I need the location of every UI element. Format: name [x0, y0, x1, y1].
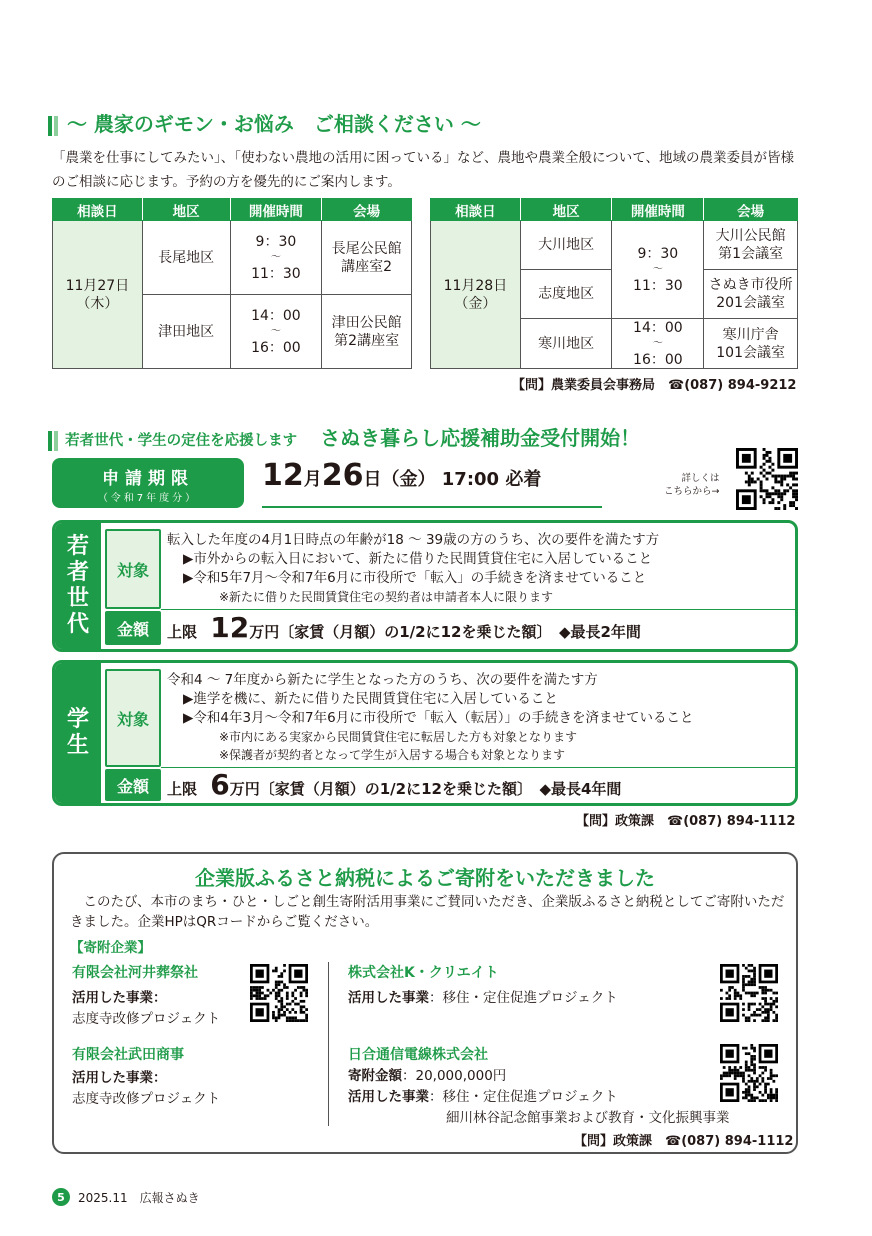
amount-label: 寄附金額: [348, 1068, 402, 1084]
deadline-day-unit: 日: [363, 469, 382, 490]
student-line: ※市内にある実家から民間賃貸住宅に転居した方も対象となります: [219, 730, 578, 744]
time-end: 16：00: [251, 339, 301, 356]
section1-intro: 「農業を仕事にしてみたい」、「使わない農地の活用に困っている」など、農地や農業全般について、地域の農業委員が皆様のご相談に応じます。予約の方を優先的にご案内します。: [52, 150, 794, 190]
qr-code-icon[interactable]: [250, 964, 308, 1022]
company-name: 株式会社K・クリエイト: [348, 965, 499, 981]
youth-subsidy-box: [52, 520, 798, 652]
area-cell: 大川地区: [520, 221, 612, 270]
donor-label: 【寄附企業】: [70, 940, 151, 956]
time-start: 9：30: [255, 233, 297, 250]
company-name: 日合通信電線株式会社: [348, 1047, 488, 1063]
qr-code-icon[interactable]: [736, 448, 798, 510]
biz-label: 活用した事業: [348, 1089, 429, 1105]
header-venue: 会場: [322, 199, 412, 221]
time-cell: [230, 295, 322, 369]
section1-contact: 【問】農業委員会事務局 ☎(087) 894-9212: [512, 378, 797, 393]
student-line: ▶進学を機に、新たに借りた民間賃貸住宅に入居していること: [183, 691, 558, 707]
venue-line: 201会議室: [716, 295, 785, 311]
deadline-label-box: [52, 458, 244, 508]
section2-title: [48, 422, 640, 451]
youth-line: 転入した年度の4月1日時点の年齢が18 〜 39歳の方のうち、次の要件を満たす方: [167, 532, 660, 548]
youth-target-label: 対象: [105, 529, 161, 609]
time-cell: [612, 319, 704, 369]
section1-title: [48, 108, 481, 137]
student-line: 令和4 〜 7年度から新たに学生となった方のうち、次の要件を満たす方: [167, 672, 598, 688]
date-line: 11月27日: [65, 277, 130, 294]
student-line: ▶令和4年3月〜令和7年6月に市役所で「転入（転居）」の手続きを済ませていること: [183, 710, 694, 726]
biz-value: 志度寺改修プロジェクト: [72, 1091, 221, 1107]
company-biz: [72, 1068, 220, 1110]
schedule-table-right: [430, 198, 798, 369]
biz-value: 細川林谷記念館事業および教育・文化振興事業: [446, 1110, 730, 1126]
side-char: 学: [66, 707, 89, 732]
venue-line: 長尾公民館: [331, 240, 402, 257]
qr-code-icon[interactable]: [720, 964, 778, 1022]
header-date: 相談日: [431, 199, 521, 221]
donation-box: [52, 852, 798, 1154]
time-cell: [230, 221, 322, 295]
deadline-time: （金） 17:00 必着: [381, 469, 542, 490]
venue-cell: [704, 221, 798, 270]
company-biz: [72, 988, 220, 1030]
amount-prefix: 上限: [167, 623, 198, 641]
amount-value: ：20,000,000円: [402, 1068, 507, 1084]
side-char: 者: [66, 560, 89, 585]
student-amount-label: 金額: [105, 769, 161, 801]
deadline-day: 26: [321, 458, 364, 493]
venue-line: 第2講座室: [334, 332, 400, 349]
section3-contact: 【問】政策課 ☎(087) 894-1112: [574, 1134, 794, 1149]
youth-line: ※新たに借りた民間賃貸住宅の契約者は申請者本人に限ります: [219, 590, 554, 604]
detail-line: こちらから→: [664, 486, 720, 497]
youth-amount-label: 金額: [105, 611, 161, 645]
header-time: 開催時間: [612, 199, 704, 221]
amount-prefix: 上限: [167, 780, 198, 798]
youth-amount: [167, 611, 641, 644]
amount-number: 12: [210, 611, 250, 644]
footer: [52, 1188, 200, 1206]
time-end: 11：30: [633, 277, 683, 294]
student-subsidy-box: [52, 660, 798, 806]
time-mark: 〜: [652, 337, 663, 349]
header-venue: 会場: [704, 199, 798, 221]
consult-date: [53, 221, 143, 369]
venue-cell: [704, 270, 798, 319]
venue-line: 寒川庁舎: [722, 326, 779, 343]
amount-suffix: 万円〔家賃（月額）の1/2に12を乗じた額〕 ◆最長2年間: [249, 623, 641, 641]
student-target-label: 対象: [105, 669, 161, 767]
heading-bar-icon: [54, 116, 58, 136]
venue-line: 津田公民館: [331, 314, 402, 331]
company-biz: [348, 1066, 730, 1129]
heading-bar-icon: [48, 116, 52, 136]
venue-line: 大川公民館: [715, 228, 786, 244]
time-mark: 〜: [652, 263, 663, 275]
venue-line: さぬき市役所: [708, 277, 793, 293]
venue-line: 101会議室: [716, 344, 785, 361]
deadline-sub: （令和7年度分）: [97, 493, 199, 504]
area-cell: 志度地区: [520, 270, 612, 319]
company-biz: [348, 988, 618, 1009]
section2-contact: 【問】政策課 ☎(087) 894-1112: [576, 814, 796, 829]
venue-line: 講座室2: [341, 258, 393, 275]
side-char: 若: [66, 534, 89, 559]
area-cell: 津田地区: [142, 295, 230, 369]
time-mark: 〜: [270, 251, 281, 263]
biz-label: 活用した事業：: [72, 1070, 167, 1086]
time-start: 9：30: [637, 245, 679, 262]
area-cell: 寒川地区: [520, 319, 612, 369]
issue-info: 2025.11 広報さぬき: [78, 1190, 200, 1205]
youth-divider: [161, 609, 795, 610]
time-start: 14：00: [251, 307, 301, 324]
venue-cell: [322, 295, 412, 369]
student-side-label: [55, 663, 101, 803]
donation-title: 企業版ふるさと納税によるご寄附をいただきました: [195, 866, 655, 890]
amount-number: 6: [210, 768, 230, 801]
side-char: 代: [66, 612, 89, 637]
donation-intro: このたび、本市のまち・ひと・しごと創生寄附活用事業にご賛同いただき、企業版ふるさと納税としてご寄附いただきました。企業HPはQRコードからご覧ください。: [70, 894, 785, 930]
student-amount: [167, 768, 621, 801]
company-name: 有限会社河井葬祭社: [72, 965, 198, 981]
deadline-date: [262, 458, 602, 508]
heading-bar-icon: [48, 431, 52, 451]
header-time: 開催時間: [230, 199, 322, 221]
biz-value: ：移住・定住促進プロジェクト: [429, 990, 618, 1006]
youth-line: ▶市外からの転入日において、新たに借りた民間賃貸住宅に入居していること: [183, 551, 653, 567]
section2-main-title: さぬき暮らし応援補助金受付開始！: [320, 426, 641, 450]
time-start: 14：00: [633, 319, 683, 336]
column-divider: [328, 962, 329, 1126]
header-area: 地区: [142, 199, 230, 221]
deadline-month: 12: [262, 458, 304, 493]
time-cell: [612, 221, 704, 319]
date-weekday: （金）: [454, 295, 497, 312]
section1-title-text: 〜 農家のギモン・お悩み ご相談ください 〜: [66, 112, 481, 136]
venue-cell: [322, 221, 412, 295]
deadline-month-unit: 月: [303, 469, 322, 490]
section2-subtitle: 若者世代・学生の定住を応援します: [65, 433, 298, 449]
time-end: 11：30: [251, 265, 301, 282]
biz-value: 志度寺改修プロジェクト: [72, 1011, 221, 1027]
header-area: 地区: [520, 199, 612, 221]
venue-line: 第1会議室: [718, 246, 784, 262]
heading-bar-icon: [54, 431, 58, 451]
company-name: 有限会社武田商事: [72, 1047, 184, 1063]
area-cell: 長尾地区: [142, 221, 230, 295]
consult-date: [431, 221, 521, 369]
student-line: ※保護者が契約者となって学生が入居する場合も対象となります: [219, 748, 566, 762]
date-weekday: （木）: [76, 295, 119, 312]
detail-line: 詳しくは: [681, 473, 720, 484]
page-number: 5: [52, 1188, 70, 1206]
time-mark: 〜: [270, 325, 281, 337]
biz-label: 活用した事業：: [72, 990, 167, 1006]
biz-value: ：移住・定住促進プロジェクト: [429, 1089, 618, 1105]
header-date: 相談日: [53, 199, 143, 221]
deadline-label: 申請期限: [102, 469, 194, 489]
time-end: 16：00: [633, 351, 683, 368]
qr-code-icon[interactable]: [720, 1044, 778, 1102]
side-char: 世: [66, 586, 89, 611]
youth-side-label: [55, 523, 101, 649]
youth-line: ▶令和5年7月〜令和7年6月に市役所で「転入」の手続きを済ませていること: [183, 570, 647, 586]
amount-suffix: 万円〔家賃（月額）の1/2に12を乗じた額〕 ◆最長4年間: [229, 780, 622, 798]
schedule-table-left: [52, 198, 412, 369]
biz-label: 活用した事業: [348, 990, 429, 1006]
date-line: 11月28日: [443, 277, 508, 294]
detail-note: [664, 472, 719, 498]
venue-cell: [704, 319, 798, 369]
side-char: 生: [66, 733, 89, 758]
